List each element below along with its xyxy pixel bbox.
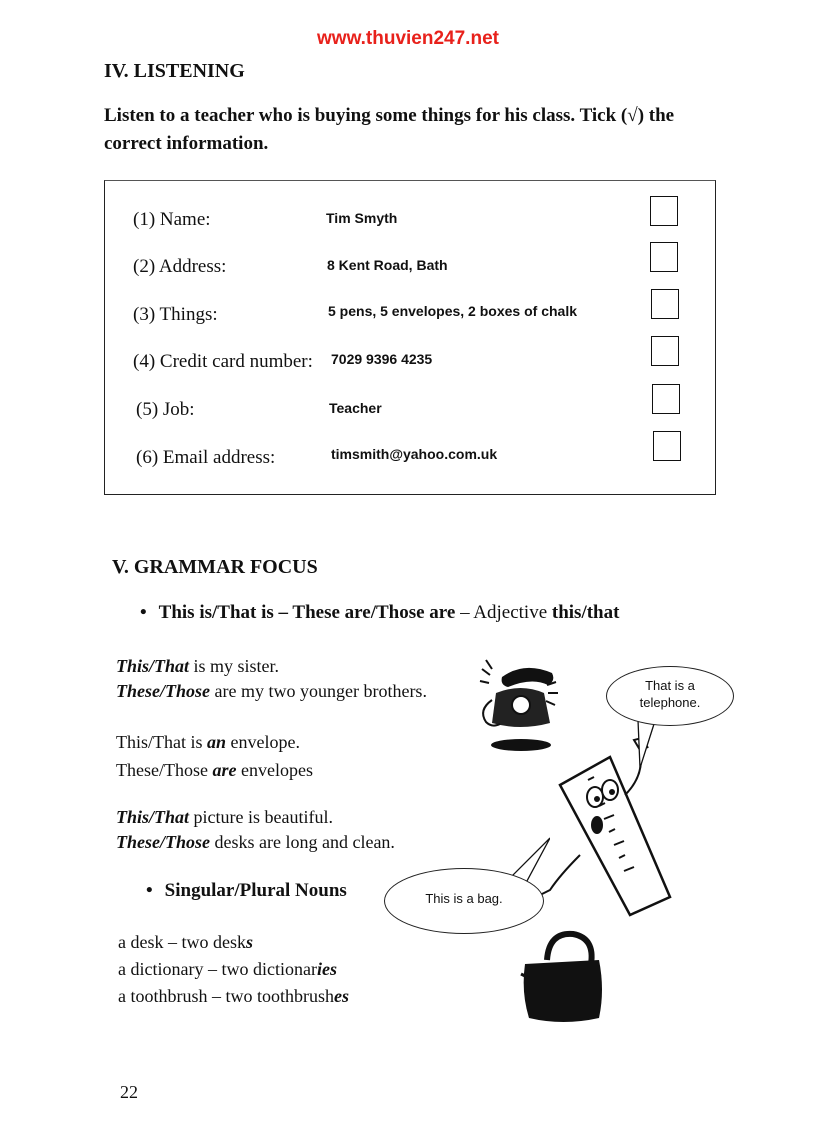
- bullet-main: This is/That is – These are/Those are: [158, 602, 456, 623]
- check-box[interactable]: [650, 196, 678, 226]
- example-rest: picture is beautiful.: [189, 807, 333, 827]
- example-line: [116, 828, 395, 856]
- plural-line: [118, 955, 337, 983]
- row-label: (1) Name:: [133, 209, 211, 230]
- bullet-adj-bold: this/that: [551, 602, 620, 623]
- bullet-dot: •: [140, 602, 147, 623]
- handbag-icon: [515, 928, 605, 1028]
- row-label: (2) Address:: [133, 256, 227, 277]
- example-rest: envelope.: [226, 732, 300, 752]
- instruction-line-1: Listen to a teacher who is buying some things for his class. Tick (√) the: [104, 105, 675, 126]
- example-em: This/That: [116, 656, 190, 676]
- check-box[interactable]: [653, 431, 681, 461]
- plural-em: es: [334, 986, 349, 1006]
- row-label: (3) Things:: [133, 304, 218, 325]
- example-line: [116, 728, 300, 756]
- plural-em: ies: [316, 959, 337, 979]
- example-line: [116, 803, 333, 831]
- check-box[interactable]: [650, 242, 678, 272]
- example-line: [116, 652, 279, 680]
- listening-instruction: [104, 102, 744, 158]
- page-number: 22: [120, 1082, 138, 1102]
- row-value: 7029 9396 4235: [331, 351, 433, 367]
- check-box[interactable]: [652, 384, 680, 414]
- example-line: [116, 677, 427, 705]
- example-line: [116, 756, 313, 784]
- row-value: 8 Kent Road, Bath: [327, 257, 448, 273]
- example-em: an: [207, 732, 227, 752]
- row-value: 5 pens, 5 envelopes, 2 boxes of chalk: [328, 303, 577, 319]
- example-em: This/That: [116, 807, 190, 827]
- example-rest: is my sister.: [189, 656, 280, 676]
- example-pre: These/Those: [116, 760, 213, 780]
- check-box[interactable]: [651, 336, 679, 366]
- check-box[interactable]: [651, 289, 679, 319]
- bubble-phone-line-1: That is a: [645, 678, 695, 693]
- bullet-dot: •: [146, 880, 153, 901]
- row-label: (4) Credit card number:: [133, 351, 313, 372]
- plural-line: [118, 982, 349, 1010]
- row-value: Teacher: [329, 400, 382, 416]
- bubble-bag-text: This is a bag.: [425, 891, 503, 906]
- example-em: are: [212, 760, 237, 780]
- bullet-label: Singular/Plural Nouns: [164, 880, 347, 901]
- bullet-this-that: [140, 602, 619, 624]
- plural-em: s: [245, 932, 253, 952]
- plural-pre: a desk – two desk: [118, 932, 246, 952]
- row-label: (6) Email address:: [136, 447, 276, 468]
- row-value: Tim Smyth: [326, 210, 398, 226]
- watermark[interactable]: www.thuvien247.net: [317, 28, 499, 49]
- bullet-plural-nouns: [146, 880, 347, 902]
- speech-bubble-bag: [384, 868, 544, 934]
- example-em: These/Those: [116, 832, 210, 852]
- example-pre: This/That is: [116, 732, 207, 752]
- plural-pre: a toothbrush – two toothbrush: [118, 986, 334, 1006]
- bubble-phone-tail: [630, 720, 660, 770]
- example-rest: desks are long and clean.: [210, 832, 395, 852]
- speech-bubble-phone: [606, 666, 734, 726]
- bullet-adj: Adjective: [473, 602, 552, 623]
- example-rest: envelopes: [236, 760, 313, 780]
- row-value: timsmith@yahoo.com.uk: [331, 446, 498, 462]
- plural-line: [118, 928, 253, 956]
- row-label: (5) Job:: [136, 399, 195, 420]
- bullet-sep: –: [455, 602, 474, 623]
- grammar-heading: V. GRAMMAR FOCUS: [112, 556, 318, 578]
- example-rest: are my two younger brothers.: [210, 681, 427, 701]
- plural-pre: a dictionary – two dictionar: [118, 959, 317, 979]
- bubble-phone-line-2: telephone.: [639, 695, 701, 710]
- example-em: These/Those: [116, 681, 210, 701]
- listening-heading: IV. LISTENING: [104, 60, 245, 82]
- instruction-line-2: correct information.: [104, 133, 269, 154]
